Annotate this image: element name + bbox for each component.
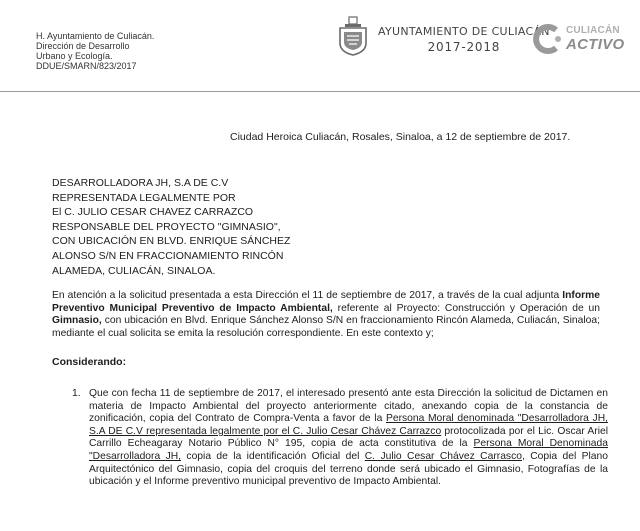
sender-line: Urbano y Ecología. <box>36 51 113 61</box>
item-underlined-part: C. Julio Cesar Chávez Carrasco <box>364 450 522 462</box>
sender-line: H. Ayuntamiento de Culiacán. <box>36 31 155 41</box>
addressee-line: DESARROLLADORA JH, S.A DE C.V <box>52 177 229 189</box>
intro-bold-gym: Gimnasio, <box>52 315 102 327</box>
municipal-seal-icon <box>336 16 370 56</box>
considerando-heading: Considerando: <box>52 356 127 368</box>
addressee-line: REPRESENTADA LEGALMENTE POR <box>52 191 236 204</box>
sender-line: Dirección de Desarrollo <box>36 41 130 51</box>
item-underlined-part: Persona Moral Denominada "Desarrolladora JH, <box>89 438 608 462</box>
addressee-line: ALAMEDA, CULIACÁN, SINALOA. <box>52 264 216 277</box>
addressee-block <box>52 176 290 278</box>
item-text-part: Que con fecha 11 de septiembre de 2017, el interesado presentó ante esta Dirección la solicitud de Dictamen en materia de Impacto Ambiental del proyecto anteriormente citado, anexando copia de la constancia de zonificación, copia del Contrato de Compra-Venta a favor de la <box>89 388 608 425</box>
intro-text: referente al Proyecto: Construcción y Operación de un <box>332 302 600 314</box>
item-text-part: , Copia del Plano Arquitectónico del Gimnasio, copia del croquis del terreno donde será ubicado el Gimnasio, Fotografías de la ubicación y el Informe preventivo municipal preventivo de Impacto Ambiental. <box>89 450 608 488</box>
addressee-line: El C. JULIO CESAR CHAVEZ CARRAZCO <box>52 206 254 219</box>
place-and-date: Ciudad Heroica Culiacán, Rosales, Sinaloa, a 12 de septiembre de 2017. <box>230 131 571 143</box>
ayuntamiento-title: AYUNTAMIENTO DE CULIACÁN <box>378 25 550 38</box>
reference-number: DDUE/SMARN/823/2017 <box>36 61 137 71</box>
intro-text: con ubicación en Blvd. Enrique Sánchez Alonso S/N en fraccionamiento Rincón Alameda, Culiacán, Sinaloa; mediante el cual solicita se emita la resolución correspondiente. En este contexto y; <box>52 315 600 339</box>
addressee-line: ALONSO S/N EN FRACCIONAMIENTO RINCÓN <box>52 249 284 262</box>
item-text <box>89 388 608 489</box>
item-text-part: protocolizada por el Lic. Oscar Ariel Carrillo Echeagaray Notario Público N° 195, copia de acta constitutiva de la <box>89 425 608 450</box>
intro-bold-report: Informe Preventivo Municipal Preventivo de Impacto Ambiental, <box>52 290 600 314</box>
culiacan-activo-logo <box>532 24 625 54</box>
item-text-part: copia de la identificación Oficial del <box>181 450 365 462</box>
brand-activo: ACTIVO <box>566 36 625 53</box>
addressee-line: CON UBICACIÓN EN BLVD. ENRIQUE SÁNCHEZ <box>52 235 291 248</box>
considerando-item <box>72 388 608 489</box>
addressee-line: RESPONSABLE DEL PROYECTO "GIMNASIO", <box>52 220 281 233</box>
brand-culiacan: CULIACÁN <box>566 25 620 36</box>
intro-paragraph <box>52 290 600 340</box>
item-underlined-part: Persona Moral denominada "Desarrolladora JH, S.A DE C.V representada legalmente por el C. Julio Cesar Chávez Carrazco <box>89 413 608 437</box>
ayuntamiento-logo-text <box>378 25 550 54</box>
header-divider <box>0 91 640 92</box>
item-number: 1. <box>72 388 81 399</box>
ayuntamiento-years: 2017-2018 <box>427 40 501 54</box>
letterhead-sender <box>36 31 154 71</box>
intro-text: En atención a la solicitud presentada a esta Dirección el 11 de septiembre de 2017, a través de la cual adjunta <box>52 290 563 301</box>
activo-c-icon <box>532 24 564 54</box>
